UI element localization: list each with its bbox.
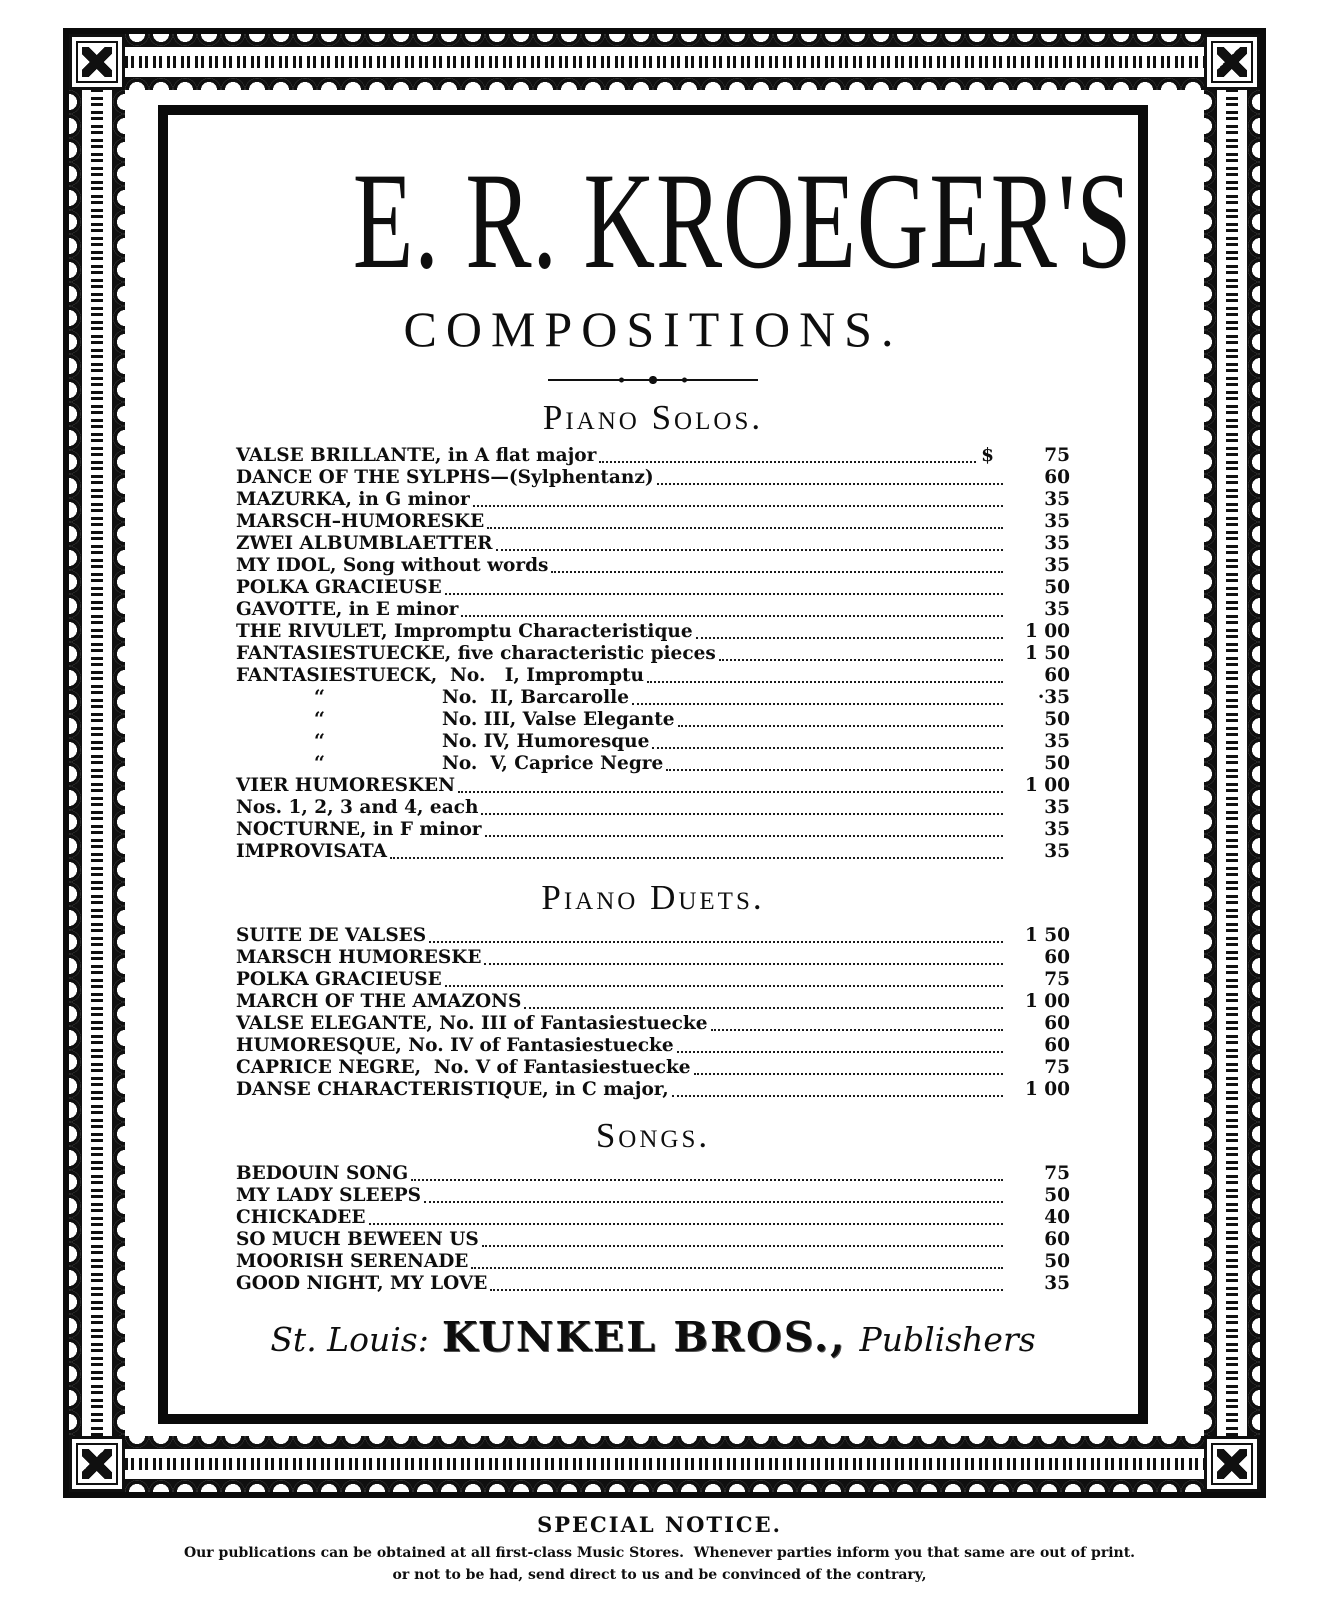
piece-title: MARCH OF THE AMAZONS xyxy=(236,991,522,1013)
dot-leader xyxy=(711,1029,1004,1031)
catalog-row xyxy=(236,467,1070,489)
catalog-rows xyxy=(236,445,1070,863)
dot-leader xyxy=(672,1095,1003,1097)
piece-price: 60 xyxy=(1044,947,1070,969)
dot-leader xyxy=(481,813,1003,815)
dot-leader xyxy=(694,1073,1003,1075)
dot-leader xyxy=(719,659,1003,661)
catalog-row xyxy=(236,925,1070,947)
piece-title: VALSE ELEGANTE, No. III of Fantasiestuecke xyxy=(236,1013,708,1035)
piece-title: CAPRICE NEGRE, No. V of Fantasiestuecke xyxy=(236,1057,691,1079)
ditto-mark: ‘‘ xyxy=(314,753,323,775)
dot-leader xyxy=(678,725,1003,727)
catalog-row xyxy=(236,1079,1070,1101)
section-heading: Piano Duets. xyxy=(541,878,765,918)
border-corner-rosette xyxy=(69,1436,125,1492)
piece-price: 40 xyxy=(1044,1207,1070,1229)
catalog-row xyxy=(236,577,1070,599)
catalog-row xyxy=(236,709,1070,731)
piece-price: 60 xyxy=(1044,467,1070,489)
dot-leader xyxy=(411,1179,1003,1181)
dot-leader xyxy=(482,1245,1003,1247)
ditto-mark: ‘‘ xyxy=(314,709,323,731)
piece-price: 60 xyxy=(1044,665,1070,687)
catalog-row xyxy=(236,841,1070,863)
catalog-row xyxy=(236,533,1070,555)
catalog-row xyxy=(236,1251,1070,1273)
catalog-panel xyxy=(158,105,1148,1424)
catalog-row xyxy=(236,1013,1070,1035)
piece-title: IMPROVISATA xyxy=(236,841,388,863)
catalog-row xyxy=(236,445,1070,467)
piece-title: FANTASIESTUECKE, five characteristic pieces xyxy=(236,643,716,665)
special-notice-line: or not to be had, send direct to us and be convinced of the contrary, xyxy=(392,1567,927,1583)
piece-title: DANSE CHARACTERISTIQUE, in C major, xyxy=(236,1079,669,1101)
dot-leader xyxy=(490,1289,1003,1291)
dot-leader xyxy=(677,1051,1003,1053)
dot-leader xyxy=(445,985,1003,987)
piece-title: BEDOUIN SONG xyxy=(236,1163,409,1185)
catalog-row xyxy=(236,731,1070,753)
dot-leader xyxy=(424,1201,1003,1203)
catalog-row xyxy=(236,511,1070,533)
piece-title: GOOD NIGHT, MY LOVE xyxy=(236,1273,488,1295)
piece-price: 35 xyxy=(1044,841,1070,863)
dot-leader xyxy=(458,791,1003,793)
piece-price: 1 00 xyxy=(1024,775,1070,797)
piece-title: MARSCH–HUMORESKE xyxy=(236,511,485,533)
piece-title: GAVOTTE, in E minor xyxy=(236,599,459,621)
publisher-name: KUNKEL BROS., xyxy=(441,1313,847,1362)
border-corner-rosette xyxy=(1204,34,1260,90)
dot-leader xyxy=(652,747,1003,749)
catalog-row xyxy=(236,947,1070,969)
catalog-row xyxy=(236,1273,1070,1295)
piece-price: 75 xyxy=(1044,969,1070,991)
border-corner-rosette xyxy=(69,34,125,90)
piece-title: CHICKADEE xyxy=(236,1207,366,1229)
piece-price: 50 xyxy=(1044,753,1070,775)
catalog-row xyxy=(236,489,1070,511)
piece-price: 35 xyxy=(1044,599,1070,621)
dot-leader xyxy=(461,615,1003,617)
currency-sign: $ xyxy=(981,445,994,467)
divider-ornament xyxy=(548,375,758,385)
catalog-row xyxy=(236,687,1070,709)
dot-leader xyxy=(445,593,1003,595)
piece-title: MY LADY SLEEPS xyxy=(236,1185,422,1207)
piece-price: 60 xyxy=(1044,1035,1070,1057)
catalog-row xyxy=(236,797,1070,819)
piece-title: SUITE DE VALSES xyxy=(236,925,427,947)
piece-price: 50 xyxy=(1044,709,1070,731)
piece-title: NOCTURNE, in F minor xyxy=(236,819,482,841)
page-subtitle: COMPOSITIONS. xyxy=(403,301,903,358)
piece-title: VALSE BRILLANTE, in A flat major xyxy=(236,445,597,467)
piece-price: ·35 xyxy=(1037,687,1070,709)
piece-price: 75 xyxy=(1044,1163,1070,1185)
border-ornament-bottom xyxy=(125,1436,1204,1492)
piece-price: 60 xyxy=(1044,1013,1070,1035)
border-ornament-top xyxy=(125,34,1204,90)
piece-price: 1 00 xyxy=(1024,621,1070,643)
catalog-rows xyxy=(236,1163,1070,1295)
piece-price: 35 xyxy=(1044,819,1070,841)
dot-leader xyxy=(696,637,1003,639)
piece-price: 75 xyxy=(1044,1057,1070,1079)
piece-title: SO MUCH BEWEEN US xyxy=(236,1229,479,1251)
piece-title: No. III, Valse Elegante xyxy=(442,709,675,731)
dot-leader xyxy=(632,703,1003,705)
dot-leader xyxy=(647,681,1003,683)
dot-leader xyxy=(485,835,1003,837)
piece-title: HUMORESQUE, No. IV of Fantasiestuecke xyxy=(236,1035,674,1057)
piece-price: 35 xyxy=(1044,731,1070,753)
piece-price: 50 xyxy=(1044,1251,1070,1273)
dot-leader xyxy=(599,461,976,463)
catalog-row xyxy=(236,775,1070,797)
piece-title: No. II, Barcarolle xyxy=(442,687,629,709)
piece-price: 75 xyxy=(1044,445,1070,467)
dot-leader xyxy=(496,549,1003,551)
catalog-row xyxy=(236,991,1070,1013)
border-ornament-right xyxy=(1204,90,1260,1436)
catalog-row xyxy=(236,599,1070,621)
piece-title: POLKA GRACIEUSE xyxy=(236,969,442,991)
catalog-row xyxy=(236,819,1070,841)
piece-price: 1 50 xyxy=(1024,643,1070,665)
piece-price: 50 xyxy=(1044,1185,1070,1207)
piece-title: MARSCH HUMORESKE xyxy=(236,947,482,969)
dot-leader xyxy=(657,483,1003,485)
catalog-row xyxy=(236,665,1070,687)
piece-price: 35 xyxy=(1044,489,1070,511)
special-notice xyxy=(0,1512,1319,1586)
catalog-row xyxy=(236,555,1070,577)
dot-leader xyxy=(369,1223,1003,1225)
catalog-row xyxy=(236,969,1070,991)
dot-leader xyxy=(429,941,1003,943)
section-piano-solos xyxy=(236,397,1070,863)
piece-title: No. V, Caprice Negre xyxy=(442,753,664,775)
publisher-role: Publishers xyxy=(859,1320,1036,1360)
piece-title: DANCE OF THE SYLPHS—(Sylphentanz) xyxy=(236,467,654,489)
catalog-row xyxy=(236,643,1070,665)
catalog-row xyxy=(236,1229,1070,1251)
catalog-content xyxy=(168,144,1138,1362)
catalog-row xyxy=(236,1163,1070,1185)
piece-price: 1 50 xyxy=(1024,925,1070,947)
publisher-city: St. Louis: xyxy=(270,1320,429,1360)
piece-price: 35 xyxy=(1044,555,1070,577)
section-songs xyxy=(236,1115,1070,1295)
dot-leader xyxy=(471,1267,1003,1269)
dot-leader xyxy=(666,769,1003,771)
piece-price: 35 xyxy=(1044,533,1070,555)
dot-leader xyxy=(487,527,1003,529)
piece-title: POLKA GRACIEUSE xyxy=(236,577,442,599)
dot-leader xyxy=(551,571,1003,573)
dot-leader xyxy=(484,963,1003,965)
section-heading: Songs. xyxy=(595,1116,711,1156)
piece-title: Nos. 1, 2, 3 and 4, each xyxy=(236,797,479,819)
piece-price: 35 xyxy=(1044,511,1070,533)
dot-leader xyxy=(473,505,1003,507)
piece-title: THE RIVULET, Impromptu Characteristique xyxy=(236,621,693,643)
catalog-rows xyxy=(236,925,1070,1101)
special-notice-heading: SPECIAL NOTICE. xyxy=(537,1512,782,1537)
special-notice-line: Our publications can be obtained at all first-class Music Stores. Whenever parties inform you that same are out of print. xyxy=(183,1545,1136,1561)
publisher-line xyxy=(236,1313,1070,1361)
border-ornament-left xyxy=(69,90,125,1436)
ditto-mark: ‘‘ xyxy=(314,687,323,709)
piece-title: MY IDOL, Song without words xyxy=(236,555,549,577)
piece-price: 60 xyxy=(1044,1229,1070,1251)
ditto-mark: ‘‘ xyxy=(314,731,323,753)
piece-price: 35 xyxy=(1044,1273,1070,1295)
border-corner-rosette xyxy=(1204,1436,1260,1492)
section-heading: Piano Solos. xyxy=(542,398,764,438)
section-piano-duets xyxy=(236,877,1070,1101)
piece-title: ZWEI ALBUMBLAETTER xyxy=(236,533,493,555)
piece-price: 50 xyxy=(1044,577,1070,599)
dot-leader xyxy=(524,1007,1003,1009)
piece-title: FANTASIESTUECK, No. I, Impromptu xyxy=(236,665,645,687)
piece-price: 1 00 xyxy=(1024,991,1070,1013)
dot-leader xyxy=(390,857,1003,859)
piece-title: MAZURKA, in G minor xyxy=(236,489,470,511)
piece-title: No. IV, Humoresque xyxy=(442,731,650,753)
catalog-row xyxy=(236,1057,1070,1079)
piece-title: MOORISH SERENADE xyxy=(236,1251,469,1273)
piece-price: 1 00 xyxy=(1024,1079,1070,1101)
catalog-row xyxy=(236,1035,1070,1057)
page-title: E. R. KROEGER'S xyxy=(352,144,1133,297)
catalog-row xyxy=(236,1185,1070,1207)
piece-title: VIER HUMORESKEN xyxy=(236,775,456,797)
catalog-row xyxy=(236,621,1070,643)
piece-price: 35 xyxy=(1044,797,1070,819)
catalog-row xyxy=(236,753,1070,775)
catalog-row xyxy=(236,1207,1070,1229)
